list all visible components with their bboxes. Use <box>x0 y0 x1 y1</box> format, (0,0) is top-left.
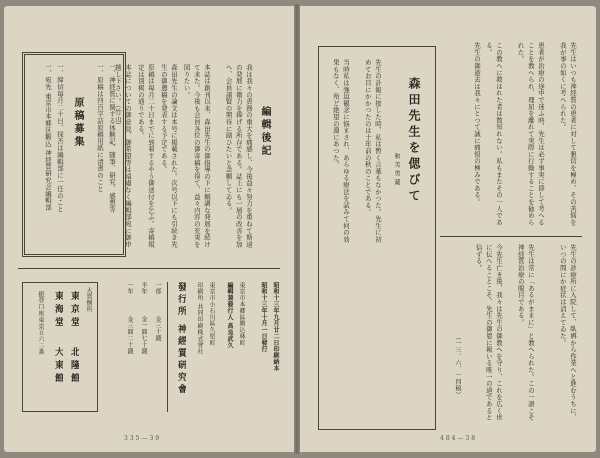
right-page-number: 484—38 <box>440 435 478 442</box>
left-page <box>4 6 294 452</box>
price-value: 金三十錢 <box>154 316 161 342</box>
left-page-number: 335—39 <box>124 435 162 442</box>
agents-heading: 大賣捌所 <box>85 287 92 313</box>
article-continued <box>306 244 578 424</box>
kouki-paragraph: 本誌は創刊以来、森田先生の御指導の下に順調な発展を続けて来た。今後も会員各位の御寄稿を得て、益々内容の充実を図りたい。 <box>182 64 211 248</box>
agent-name: 北隆館 <box>69 347 79 386</box>
prev-paragraph: 患者が治療の途中で迷ふ時、先生は必ず事実に即して考へることを教へられ、理屈を離れて実際に行動することを勧められた。 <box>516 42 545 226</box>
price-value: 金一圓七十錢 <box>140 316 147 355</box>
price-label: 一年 <box>126 282 133 295</box>
colophon-editor: 編輯兼發行人 髙良武久 <box>226 282 233 349</box>
genko-item: 一、宛先 東京市本郷区駒込 神経質研究会編輯部 <box>44 63 52 211</box>
genko-title: 原稿募集 <box>72 97 83 149</box>
agents-note: 振替口座東京五六二番 <box>37 291 44 355</box>
price-value: 金三圓二十錢 <box>126 316 133 355</box>
right-page <box>300 6 596 452</box>
price-list <box>94 282 162 412</box>
right-divider <box>440 236 582 237</box>
colophon <box>92 282 280 422</box>
article-paragraph: 今先生亡き後、我々は先生の御教へを守り、これを広く世に伝へることこそ、先生の御恩に報いる唯一の道であると信ずる。 <box>474 244 503 421</box>
colophon-printer-address: 東京市小石川區久堅町 <box>208 282 215 346</box>
article-dateline: （一三、六、一四稿） <box>454 334 461 398</box>
agent-name: 東京堂 <box>69 291 79 330</box>
price-label: 一部 <box>154 282 161 295</box>
price-label: 半年 <box>140 282 147 295</box>
kouki-paragraph: 森田先生の論文は本号に掲載された。次号以下にも引続き先生の御遺稿を発表する予定である。 <box>159 64 178 248</box>
colophon-printer: 印刷所 共同印刷株式會社 <box>196 282 203 355</box>
genko-item: 一、原稿は四百字詰原稿用紙に清書のこと <box>96 63 104 193</box>
agent-name: 大東館 <box>53 347 63 386</box>
article-paragraph: 先生の診療所に入院して、臥褥から作業へと進むうちに、いつの間にか症状は消えてゐた。 <box>558 244 577 421</box>
prev-paragraph: この教へに救はれた者は数知れない。私もまたその一人である。 <box>484 42 503 226</box>
article-paragraph: 先生の訃報に接した時、私は暫く言葉もなかつた。先生に初めてお目にかかつたのは十年前の秋のことである。 <box>363 59 382 243</box>
genko-item: 一、締切毎月二十日、採否は編輯部に一任のこと <box>56 63 64 213</box>
kouki-paragraph: 原稿は毎月二十日までに到着するやう御送付を乞ふ。寄稿規定は別掲の通りである。 <box>136 64 155 248</box>
agents-box <box>22 282 98 412</box>
colophon-publisher: 發行所 神經質研究會 <box>176 282 186 397</box>
kouki-title: 編輯後記 <box>259 106 270 158</box>
kouki-paragraph: 我は我々の責務の重大を痛感し、今後益々努力を重ねて斯道の発展に微力を捧げる所存である。誌上にも一層の改善を加へ、会員諸賢の期待に副ひたいと念願してゐる。 <box>224 64 253 248</box>
colophon-editor-address: 東京市本郷區駒込林町 <box>238 282 245 346</box>
article-title: 森田先生を偲びて <box>407 77 421 205</box>
article-paragraph: 先生は常に「あるがままに」と教へられた。この一語こそ神経質治療の眼目である。 <box>516 244 535 421</box>
genko-item: 一、神経質に関する体験記、随筆、研究、感想等 <box>108 63 116 213</box>
colophon-rule <box>167 282 168 412</box>
kouki-body <box>104 64 254 252</box>
agent-name: 東海堂 <box>53 291 63 330</box>
kouki-paragraph: 本誌についての御意見、御希望等は遠慮なく編輯部宛に御申越し下さい。（竹山） <box>113 64 132 248</box>
article-author: 和 美 勇 蔵 <box>393 153 400 186</box>
prev-paragraph: 先生はいつも神経質の患者に対して懇切を極め、その苦悩を我が事の如くに考へられた。 <box>558 42 577 226</box>
prev-article-text <box>448 42 578 232</box>
article-paragraph: 当時私は強迫観念に悩まされ、あらゆる療法を試みて何の効果もなく、殆ど絶望の淵にあつた。 <box>331 59 350 243</box>
genko-box <box>22 52 126 257</box>
prev-paragraph: 先生の御逝去は我々にとつて誠に痛恨の極みである。 <box>473 42 481 206</box>
colophon-issue-date: 昭和十三年十月一日發行 <box>260 282 267 353</box>
left-divider <box>18 268 280 269</box>
colophon-print-date: 昭和十三年九月廿二日印刷納本 <box>272 282 279 372</box>
